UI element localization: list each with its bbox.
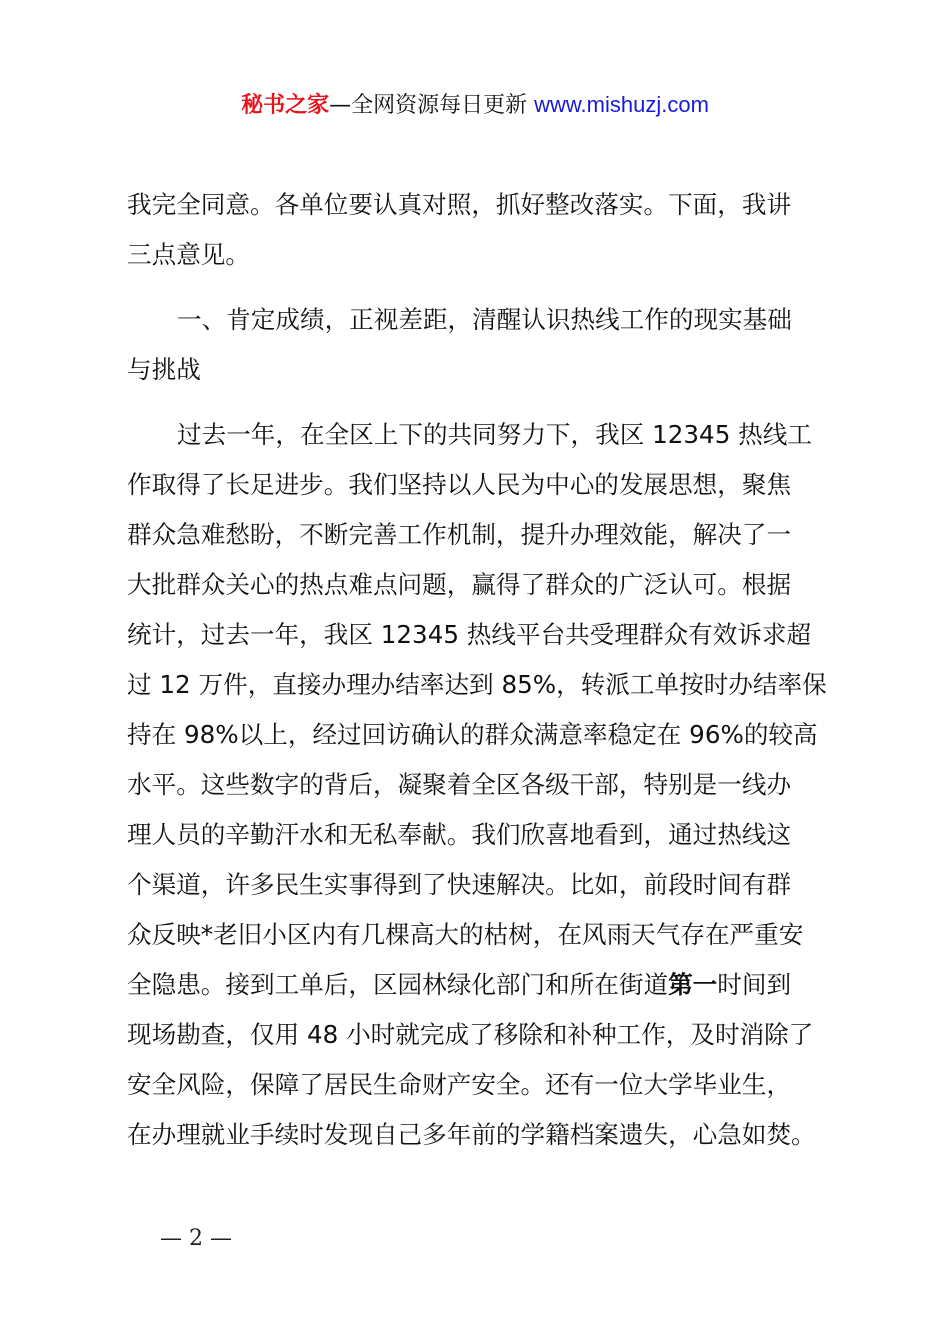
page-number: — 2 —: [160, 1226, 232, 1251]
text-line-content: 作取得了长足进步。我们坚持以人民为中心的发展思想，聚焦: [127, 470, 792, 499]
text-line-content: 统计，过去一年，我区 12345 热线平台共受理群众有效诉求超: [127, 620, 812, 649]
text-line: [127, 184, 839, 234]
text-line: [127, 464, 839, 514]
text-line-content: 大批群众关心的热点难点问题，赢得了群众的广泛认可。根据: [127, 570, 792, 599]
text-line-with-emphasis: [127, 964, 791, 1014]
text-line-content: 理人员的辛勤汗水和无私奉献。我们欣喜地看到，通过热线这: [127, 820, 792, 849]
text-line-content: 众反映*老旧小区内有几棵高大的枯树，在风雨天气存在严重安: [127, 920, 804, 949]
text-line: [127, 1014, 839, 1064]
text-line: [127, 1064, 839, 1114]
text-line: [127, 514, 839, 564]
text-line: [127, 564, 839, 614]
text-line: [127, 764, 839, 814]
text-line-content: 我完全同意。各单位要认真对照，抓好整改落实。下面，我讲: [127, 190, 792, 219]
header-url[interactable]: www.mishuzj.com: [534, 92, 709, 117]
text-line: [127, 964, 839, 1014]
text-line: [127, 234, 839, 284]
text-line: [127, 864, 839, 914]
text-line-content: 在办理就业手续时发现自己多年前的学籍档案遗失，心急如焚。: [127, 1120, 816, 1149]
section-heading-text: 与挑战: [127, 355, 201, 384]
text-line-content: 现场勘查，仅用 48 小时就完成了移除和补种工作，及时消除了: [127, 1020, 814, 1049]
text-line: [127, 814, 839, 864]
text-line: [127, 614, 839, 664]
text-line-content: 安全风险，保障了居民生命财产安全。还有一位大学毕业生，: [127, 1070, 792, 1099]
text-line-content: 过去一年，在全区上下的共同努力下，我区 12345 热线工: [177, 420, 812, 449]
text-line-content: 三点意见。: [127, 240, 250, 269]
text-line-content: 个渠道，许多民生实事得到了快速解决。比如，前段时间有群: [127, 870, 792, 899]
text-line: [127, 414, 839, 464]
section-heading-line: [127, 299, 839, 349]
header-tagline: —全网资源每日更新: [329, 93, 535, 118]
text-line-content: 全隐患。接到工单后，区园林绿化部门和所在街道: [127, 970, 669, 999]
text-line-content: 持在 98%以上，经过回访确认的群众满意率稳定在 96%的较高: [127, 720, 818, 749]
text-line: [127, 914, 839, 964]
bold-emphasis: 第一: [668, 970, 718, 999]
text-line: [127, 664, 839, 714]
text-line-content: 水平。这些数字的背后，凝聚着全区各级干部，特别是一线办: [127, 770, 792, 799]
text-line: [127, 714, 839, 764]
text-line: [127, 1114, 839, 1164]
watermark-header: [0, 88, 950, 123]
document-body: [127, 184, 839, 1164]
section-heading-line: [127, 349, 839, 399]
text-line-tail: 时间到: [717, 970, 792, 999]
brand-logo-text: 秘书之家: [241, 93, 330, 118]
section-heading-text: 一、肯定成绩，正视差距，清醒认识热线工作的现实基础: [177, 305, 792, 334]
text-line-content: 群众急难愁盼，不断完善工作机制，提升办理效能，解决了一: [127, 520, 792, 549]
text-line-content: 过 12 万件，直接办理办结率达到 85%，转派工单按时办结率保: [127, 670, 827, 699]
